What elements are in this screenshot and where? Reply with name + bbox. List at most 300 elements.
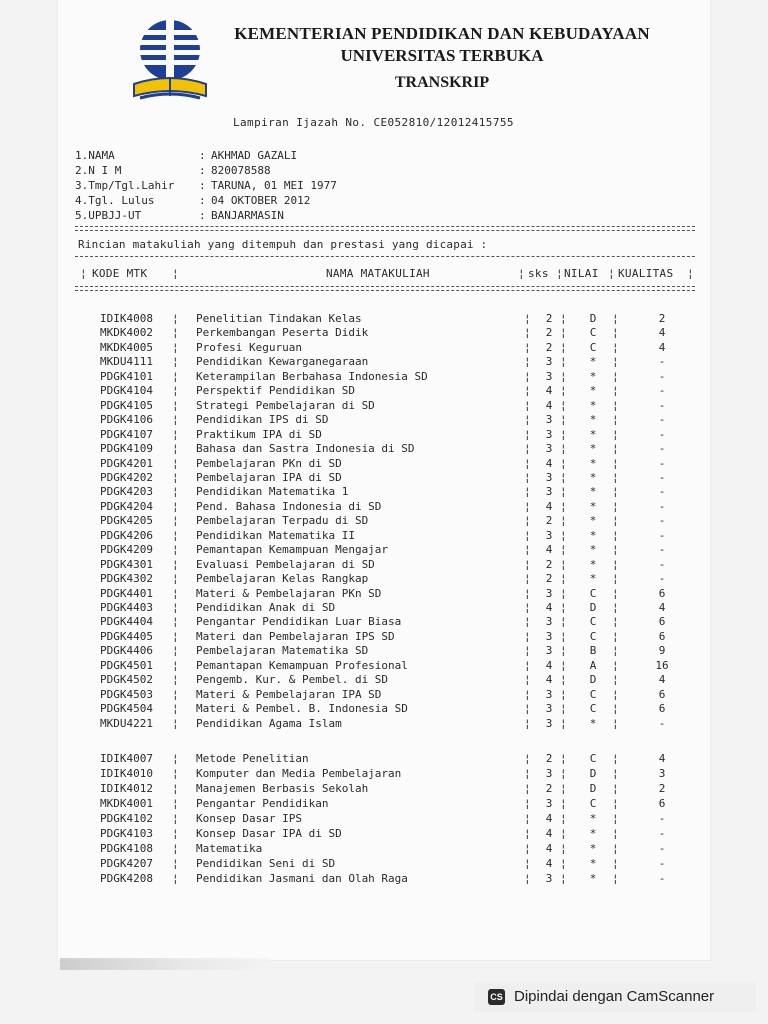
course-grade: * bbox=[589, 456, 597, 470]
col-separator: ¦ bbox=[560, 767, 567, 780]
table-row bbox=[0, 370, 768, 385]
col-separator: ¦ bbox=[524, 528, 531, 542]
course-grade: A bbox=[589, 658, 597, 672]
table-row bbox=[0, 857, 768, 872]
col-header-nama: NAMA MATAKULIAH bbox=[326, 267, 430, 280]
course-code: PDGK4103 bbox=[100, 827, 153, 840]
col-separator: ¦ bbox=[172, 644, 179, 658]
col-separator: ¦ bbox=[524, 326, 531, 340]
col-separator: ¦ bbox=[560, 355, 567, 369]
course-quality: 6 bbox=[658, 629, 666, 643]
col-separator: ¦ bbox=[172, 312, 179, 325]
info-nim: 2.N I M : 820078588 bbox=[75, 164, 271, 177]
course-code: PDGK4502 bbox=[100, 673, 153, 687]
col-separator: ¦ bbox=[560, 827, 567, 840]
col-separator: ¦ bbox=[172, 485, 179, 499]
course-quality: 9 bbox=[658, 644, 666, 658]
col-separator: ¦ bbox=[612, 442, 619, 456]
col-separator: ¦ bbox=[560, 658, 567, 672]
course-grade: C bbox=[589, 752, 597, 765]
course-quality: 4 bbox=[658, 326, 666, 340]
col-separator: ¦ bbox=[524, 340, 531, 354]
course-quality: - bbox=[658, 812, 666, 825]
course-quality: - bbox=[658, 543, 666, 557]
table-row bbox=[0, 673, 768, 688]
col-separator: ¦ bbox=[560, 384, 567, 398]
course-code: PDGK4503 bbox=[100, 687, 153, 701]
course-grade: C bbox=[589, 629, 597, 643]
col-separator: ¦ bbox=[172, 586, 179, 600]
col-separator: ¦ bbox=[612, 629, 619, 643]
col-separator: ¦ bbox=[612, 644, 619, 658]
course-sks: 2 bbox=[545, 312, 553, 325]
col-separator: ¦ bbox=[172, 629, 179, 643]
col-separator: ¦ bbox=[560, 442, 567, 456]
col-separator: ¦ bbox=[560, 872, 567, 885]
course-sks: 3 bbox=[545, 615, 553, 629]
table-row bbox=[0, 752, 768, 767]
col-separator: ¦ bbox=[560, 702, 567, 716]
col-separator: ¦ bbox=[524, 687, 531, 701]
col-header-kualitas: KUALITAS bbox=[618, 267, 674, 280]
course-grade: D bbox=[589, 673, 597, 687]
camscanner-icon: CS bbox=[488, 989, 505, 1005]
col-separator: ¦ bbox=[172, 812, 179, 825]
course-quality: 4 bbox=[658, 752, 666, 765]
col-separator: ¦ bbox=[560, 369, 567, 383]
table-row bbox=[0, 442, 768, 457]
course-quality: - bbox=[658, 470, 666, 484]
course-code: PDGK4209 bbox=[100, 543, 153, 557]
col-separator: ¦ bbox=[560, 601, 567, 614]
course-grade: * bbox=[589, 427, 597, 441]
col-separator: ¦ bbox=[560, 514, 567, 528]
col-separator: ¦ bbox=[524, 601, 531, 614]
table-row bbox=[0, 558, 768, 573]
col-separator: ¦ bbox=[524, 716, 531, 730]
course-quality: 4 bbox=[658, 340, 666, 354]
col-separator: ¦ bbox=[172, 456, 179, 470]
col-separator: ¦ bbox=[172, 355, 179, 369]
col-separator: ¦ bbox=[172, 543, 179, 557]
col-separator: ¦ bbox=[524, 702, 531, 716]
col-separator: ¦ bbox=[560, 842, 567, 855]
course-name: Materi & Pembelajaran PKn SD bbox=[196, 586, 382, 600]
col-separator: ¦ bbox=[172, 601, 179, 614]
course-quality: - bbox=[658, 827, 666, 840]
table-row bbox=[0, 702, 768, 717]
course-code: PDGK4106 bbox=[100, 413, 153, 427]
col-header-bar: ¦ bbox=[687, 267, 694, 280]
col-separator: ¦ bbox=[560, 782, 567, 795]
course-quality: - bbox=[658, 355, 666, 369]
divider bbox=[75, 286, 695, 287]
course-name: Pembelajaran PKn di SD bbox=[196, 456, 342, 470]
course-sks: 3 bbox=[545, 702, 553, 716]
col-separator: ¦ bbox=[172, 687, 179, 701]
table-row bbox=[0, 782, 768, 797]
course-quality: 6 bbox=[658, 797, 666, 810]
table-row bbox=[0, 384, 768, 399]
col-separator: ¦ bbox=[524, 572, 531, 586]
col-separator: ¦ bbox=[612, 827, 619, 840]
col-separator: ¦ bbox=[612, 752, 619, 765]
course-code: PDGK4206 bbox=[100, 528, 153, 542]
course-grade: * bbox=[589, 543, 597, 557]
course-sks: 2 bbox=[545, 514, 553, 528]
col-separator: ¦ bbox=[612, 499, 619, 513]
col-header-kode: KODE MTK bbox=[92, 267, 148, 280]
col-separator: ¦ bbox=[560, 687, 567, 701]
col-separator: ¦ bbox=[560, 629, 567, 643]
course-grade: * bbox=[589, 442, 597, 456]
course-code: PDGK4108 bbox=[100, 842, 153, 855]
course-grade: D bbox=[589, 601, 597, 614]
course-name: Pendidikan IPS di SD bbox=[196, 413, 329, 427]
col-separator: ¦ bbox=[560, 326, 567, 340]
document-title: TRANSKRIP bbox=[394, 74, 490, 91]
table-row bbox=[0, 399, 768, 414]
course-sks: 4 bbox=[545, 658, 553, 672]
col-separator: ¦ bbox=[612, 369, 619, 383]
course-name: Materi & Pembel. B. Indonesia SD bbox=[196, 702, 408, 716]
col-separator: ¦ bbox=[612, 872, 619, 885]
course-grade: * bbox=[589, 384, 597, 398]
col-separator: ¦ bbox=[172, 752, 179, 765]
course-code: PDGK4109 bbox=[100, 442, 153, 456]
course-grade: * bbox=[589, 557, 597, 571]
course-grade: * bbox=[589, 572, 597, 586]
course-quality: - bbox=[658, 716, 666, 730]
col-separator: ¦ bbox=[612, 384, 619, 398]
divider bbox=[75, 230, 695, 231]
col-separator: ¦ bbox=[524, 782, 531, 795]
course-code: PDGK4301 bbox=[100, 557, 153, 571]
col-separator: ¦ bbox=[612, 687, 619, 701]
course-quality: - bbox=[658, 442, 666, 456]
col-separator: ¦ bbox=[172, 442, 179, 456]
course-name: Metode Penelitian bbox=[196, 752, 309, 765]
course-grade: * bbox=[589, 514, 597, 528]
col-separator: ¦ bbox=[560, 797, 567, 810]
course-grade: B bbox=[589, 644, 597, 658]
col-separator: ¦ bbox=[612, 601, 619, 614]
col-separator: ¦ bbox=[172, 514, 179, 528]
col-separator: ¦ bbox=[560, 543, 567, 557]
course-sks: 2 bbox=[545, 752, 553, 765]
course-code: PDGK4207 bbox=[100, 857, 153, 870]
col-separator: ¦ bbox=[612, 427, 619, 441]
course-sks: 4 bbox=[545, 499, 553, 513]
col-separator: ¦ bbox=[612, 340, 619, 354]
col-separator: ¦ bbox=[612, 514, 619, 528]
course-grade: * bbox=[589, 485, 597, 499]
course-grade: C bbox=[589, 586, 597, 600]
course-sks: 2 bbox=[545, 340, 553, 354]
col-separator: ¦ bbox=[612, 842, 619, 855]
table-row bbox=[0, 312, 768, 327]
table-row bbox=[0, 812, 768, 827]
course-sks: 3 bbox=[545, 644, 553, 658]
col-separator: ¦ bbox=[612, 572, 619, 586]
course-sks: 3 bbox=[545, 369, 553, 383]
col-separator: ¦ bbox=[524, 456, 531, 470]
university-title: UNIVERSITAS TERBUKA bbox=[340, 46, 544, 65]
table-row bbox=[0, 500, 768, 515]
course-quality: 6 bbox=[658, 687, 666, 701]
col-separator: ¦ bbox=[172, 673, 179, 687]
col-separator: ¦ bbox=[524, 857, 531, 870]
col-separator: ¦ bbox=[524, 658, 531, 672]
col-header-bar: ¦ bbox=[556, 267, 563, 280]
col-separator: ¦ bbox=[172, 528, 179, 542]
course-quality: - bbox=[658, 398, 666, 412]
course-name: Konsep Dasar IPS bbox=[196, 812, 302, 825]
col-separator: ¦ bbox=[560, 586, 567, 600]
col-separator: ¦ bbox=[560, 716, 567, 730]
col-separator: ¦ bbox=[172, 413, 179, 427]
course-sks: 4 bbox=[545, 812, 553, 825]
col-separator: ¦ bbox=[172, 716, 179, 730]
col-separator: ¦ bbox=[560, 340, 567, 354]
col-separator: ¦ bbox=[612, 615, 619, 629]
course-code: PDGK4105 bbox=[100, 398, 153, 412]
course-grade: * bbox=[589, 499, 597, 513]
table-row bbox=[0, 717, 768, 732]
course-code: IDIK4012 bbox=[100, 782, 153, 795]
course-sks: 3 bbox=[545, 586, 553, 600]
course-quality: 4 bbox=[658, 601, 666, 614]
course-sks: 3 bbox=[545, 767, 553, 780]
col-separator: ¦ bbox=[524, 644, 531, 658]
col-separator: ¦ bbox=[172, 782, 179, 795]
course-code: IDIK4008 bbox=[100, 312, 153, 325]
col-separator: ¦ bbox=[560, 427, 567, 441]
course-name: Keterampilan Berbahasa Indonesia SD bbox=[196, 369, 428, 383]
course-name: Materi & Pembelajaran IPA SD bbox=[196, 687, 382, 701]
course-quality: - bbox=[658, 413, 666, 427]
course-name: Pendidikan Anak di SD bbox=[196, 601, 336, 614]
col-header-bar: ¦ bbox=[80, 267, 87, 280]
course-code: PDGK4101 bbox=[100, 369, 153, 383]
course-code: PDGK4204 bbox=[100, 499, 153, 513]
course-quality: 2 bbox=[658, 312, 666, 325]
course-grade: C bbox=[589, 340, 597, 354]
course-quality: 6 bbox=[658, 702, 666, 716]
col-separator: ¦ bbox=[560, 644, 567, 658]
course-grade: D bbox=[589, 312, 597, 325]
col-separator: ¦ bbox=[524, 673, 531, 687]
course-sks: 2 bbox=[545, 326, 553, 340]
course-name: Pembelajaran Terpadu di SD bbox=[196, 514, 369, 528]
col-separator: ¦ bbox=[524, 586, 531, 600]
course-grade: C bbox=[589, 326, 597, 340]
table-row bbox=[0, 457, 768, 472]
col-separator: ¦ bbox=[612, 312, 619, 325]
course-sks: 4 bbox=[545, 543, 553, 557]
table-row bbox=[0, 827, 768, 842]
course-name: Pembelajaran Matematika SD bbox=[196, 644, 369, 658]
course-code: MKDK4002 bbox=[100, 326, 153, 340]
col-separator: ¦ bbox=[612, 702, 619, 716]
course-name: Pengemb. Kur. & Pembel. di SD bbox=[196, 673, 389, 687]
course-sks: 3 bbox=[545, 355, 553, 369]
course-code: PDGK4201 bbox=[100, 456, 153, 470]
col-separator: ¦ bbox=[560, 572, 567, 586]
col-separator: ¦ bbox=[560, 485, 567, 499]
course-name: Penelitian Tindakan Kelas bbox=[196, 312, 362, 325]
course-name: Matematika bbox=[196, 842, 263, 855]
col-separator: ¦ bbox=[524, 514, 531, 528]
ministry-title: KEMENTERIAN PENDIDIKAN DAN KEBUDAYAAN bbox=[234, 24, 650, 43]
course-sks: 2 bbox=[545, 557, 553, 571]
col-header-sks: sks bbox=[528, 267, 549, 280]
course-sks: 4 bbox=[545, 857, 553, 870]
col-separator: ¦ bbox=[524, 355, 531, 369]
col-separator: ¦ bbox=[524, 470, 531, 484]
course-quality: - bbox=[658, 857, 666, 870]
lampiran-ijazah: Lampiran Ijazah No. CE052810/12012415755 bbox=[233, 116, 514, 129]
course-sks: 3 bbox=[545, 485, 553, 499]
course-sks: 3 bbox=[545, 797, 553, 810]
course-sks: 2 bbox=[545, 572, 553, 586]
col-separator: ¦ bbox=[612, 413, 619, 427]
table-row bbox=[0, 644, 768, 659]
table-row bbox=[0, 872, 768, 887]
col-separator: ¦ bbox=[524, 752, 531, 765]
course-grade: * bbox=[589, 827, 597, 840]
course-code: PDGK4107 bbox=[100, 427, 153, 441]
col-separator: ¦ bbox=[524, 629, 531, 643]
course-quality: - bbox=[658, 485, 666, 499]
course-code: PDGK4405 bbox=[100, 629, 153, 643]
col-separator: ¦ bbox=[172, 842, 179, 855]
course-grade: * bbox=[589, 716, 597, 730]
col-separator: ¦ bbox=[560, 470, 567, 484]
course-code: IDIK4010 bbox=[100, 767, 153, 780]
course-grade: * bbox=[589, 872, 597, 885]
course-name: Pembelajaran Kelas Rangkap bbox=[196, 572, 369, 586]
course-quality: - bbox=[658, 528, 666, 542]
col-separator: ¦ bbox=[560, 312, 567, 325]
course-grade: C bbox=[589, 687, 597, 701]
info-nama: 1.NAMA : AKHMAD GAZALI bbox=[75, 149, 298, 162]
col-separator: ¦ bbox=[172, 340, 179, 354]
course-code: PDGK4205 bbox=[100, 514, 153, 528]
course-code: PDGK4404 bbox=[100, 615, 153, 629]
col-separator: ¦ bbox=[524, 499, 531, 513]
course-sks: 3 bbox=[545, 629, 553, 643]
course-sks: 3 bbox=[545, 528, 553, 542]
course-sks: 3 bbox=[545, 413, 553, 427]
table-row bbox=[0, 842, 768, 857]
course-quality: - bbox=[658, 514, 666, 528]
divider bbox=[75, 256, 695, 257]
course-quality: - bbox=[658, 842, 666, 855]
col-separator: ¦ bbox=[560, 812, 567, 825]
col-separator: ¦ bbox=[524, 442, 531, 456]
course-name: Komputer dan Media Pembelajaran bbox=[196, 767, 402, 780]
col-separator: ¦ bbox=[524, 384, 531, 398]
course-name: Bahasa dan Sastra Indonesia di SD bbox=[196, 442, 415, 456]
course-name: Profesi Keguruan bbox=[196, 340, 302, 354]
course-name: Materi dan Pembelajaran IPS SD bbox=[196, 629, 395, 643]
table-row bbox=[0, 428, 768, 443]
course-name: Konsep Dasar IPA di SD bbox=[196, 827, 342, 840]
col-header-nilai: NILAI bbox=[564, 267, 599, 280]
table-row bbox=[0, 514, 768, 529]
table-row bbox=[0, 413, 768, 428]
course-name: Pemantapan Kemampuan Profesional bbox=[196, 658, 408, 672]
table-row bbox=[0, 587, 768, 602]
scan-edge bbox=[60, 958, 270, 970]
table-row bbox=[0, 543, 768, 558]
course-sks: 3 bbox=[545, 872, 553, 885]
table-row bbox=[0, 601, 768, 616]
course-sks: 3 bbox=[545, 716, 553, 730]
table-row bbox=[0, 471, 768, 486]
col-separator: ¦ bbox=[560, 413, 567, 427]
col-separator: ¦ bbox=[172, 702, 179, 716]
col-separator: ¦ bbox=[524, 427, 531, 441]
col-separator: ¦ bbox=[524, 557, 531, 571]
course-name: Pendidikan Matematika II bbox=[196, 528, 355, 542]
table-row bbox=[0, 355, 768, 370]
col-separator: ¦ bbox=[172, 767, 179, 780]
col-separator: ¦ bbox=[612, 716, 619, 730]
rincian-caption: Rincian matakuliah yang ditempuh dan prestasi yang dicapai : bbox=[78, 238, 488, 251]
col-separator: ¦ bbox=[560, 673, 567, 687]
table-row bbox=[0, 615, 768, 630]
col-separator: ¦ bbox=[524, 398, 531, 412]
camscanner-text: Dipindai dengan CamScanner bbox=[514, 988, 715, 1005]
col-separator: ¦ bbox=[172, 326, 179, 340]
col-separator: ¦ bbox=[612, 797, 619, 810]
col-header-bar: ¦ bbox=[518, 267, 525, 280]
course-name: Evaluasi Pembelajaran di SD bbox=[196, 557, 375, 571]
col-separator: ¦ bbox=[560, 528, 567, 542]
course-code: MKDU4221 bbox=[100, 716, 153, 730]
course-sks: 4 bbox=[545, 842, 553, 855]
col-separator: ¦ bbox=[172, 797, 179, 810]
table-row bbox=[0, 572, 768, 587]
col-separator: ¦ bbox=[172, 857, 179, 870]
col-separator: ¦ bbox=[560, 499, 567, 513]
col-separator: ¦ bbox=[524, 842, 531, 855]
course-code: PDGK4203 bbox=[100, 485, 153, 499]
table-row bbox=[0, 630, 768, 645]
course-name: Pendidikan Seni di SD bbox=[196, 857, 336, 870]
universitas-terbuka-logo bbox=[130, 14, 210, 109]
col-separator: ¦ bbox=[612, 470, 619, 484]
col-separator: ¦ bbox=[560, 398, 567, 412]
course-name: Pendidikan Matematika 1 bbox=[196, 485, 349, 499]
course-sks: 4 bbox=[545, 673, 553, 687]
course-code: PDGK4302 bbox=[100, 572, 153, 586]
col-separator: ¦ bbox=[172, 557, 179, 571]
course-grade: C bbox=[589, 615, 597, 629]
table-row bbox=[0, 659, 768, 674]
col-separator: ¦ bbox=[560, 557, 567, 571]
course-quality: 16 bbox=[655, 658, 669, 672]
course-grade: * bbox=[589, 812, 597, 825]
course-sks: 4 bbox=[545, 827, 553, 840]
course-code: PDGK4401 bbox=[100, 586, 153, 600]
course-grade: D bbox=[589, 767, 597, 780]
table-row bbox=[0, 529, 768, 544]
course-sks: 4 bbox=[545, 601, 553, 614]
col-separator: ¦ bbox=[612, 557, 619, 571]
